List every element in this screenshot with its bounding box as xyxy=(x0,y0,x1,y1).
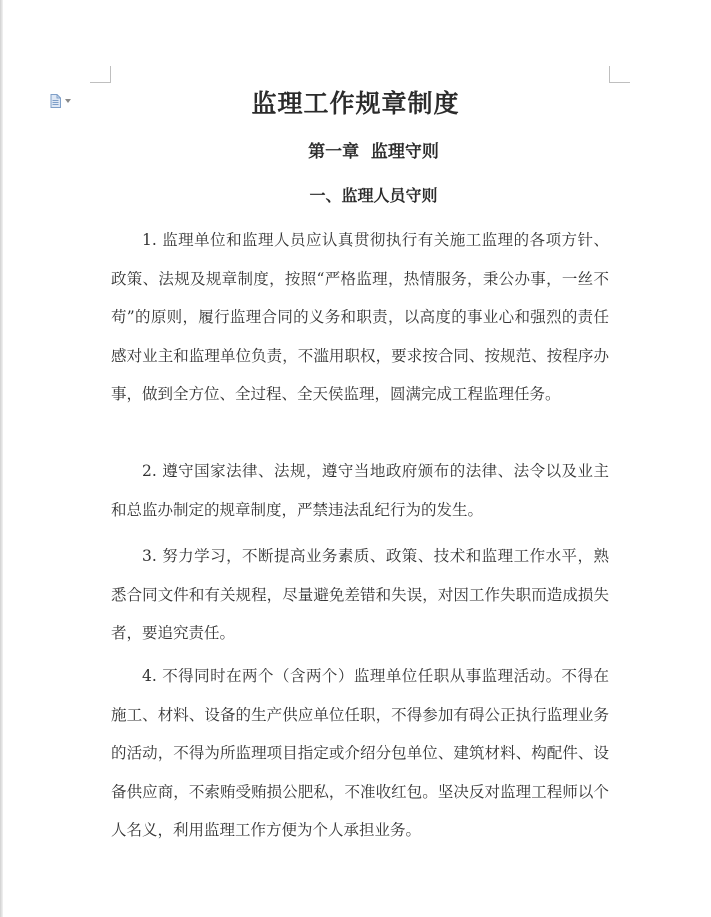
chapter-heading: 第一章 监理守则 xyxy=(308,142,439,162)
rule-paragraph-4: 4. 不得同时在两个（含两个）监理单位任职从事监理活动。不得在施工、材料、设备的生产供应单位任职，不得参加有碍公正执行监理业务的活动，不得为所监理项目指定或介绍分包单位、建筑材料、构配件、设备供应商，不索贿受贿损公肥私，不准收红包。坚决反对监理工程师以个人名义，利用监理工作方便为个人承担业务。 xyxy=(111,667,609,839)
document-title: 监理工作规章制度 xyxy=(251,89,460,118)
section-heading: 一、监理人员守则 xyxy=(309,186,438,205)
rule-paragraph-1: 1. 监理单位和监理人员应认真贯彻执行有关施工监理的各项方针、政策、法规及规章制度，按照“严格监理，热情服务，秉公办事，一丝不苟”的原则，履行监理合同的义务和职责，以高度的事业心和强烈的责任感对业主和监理单位负责，不滥用职权，要求按合同、按规范、按程序办事，做到全方位、全过程、全天侯监理，圆满完成工程监理任务。 xyxy=(111,231,609,403)
rule-paragraph-2: 2. 遵守国家法律、法规，遵守当地政府颁布的法律、法令以及业主和总监办制定的规章制度，严禁违法乱纪行为的发生。 xyxy=(111,462,609,519)
rule-paragraph-3: 3. 努力学习，不断提高业务素质、政策、技术和监理工作水平，熟悉合同文件和有关规程，尽量避免差错和失误，对因工作失职而造成损失者，要追究责任。 xyxy=(111,547,609,642)
crop-mark-top-right xyxy=(609,66,630,83)
crop-mark-top-left xyxy=(90,66,111,83)
